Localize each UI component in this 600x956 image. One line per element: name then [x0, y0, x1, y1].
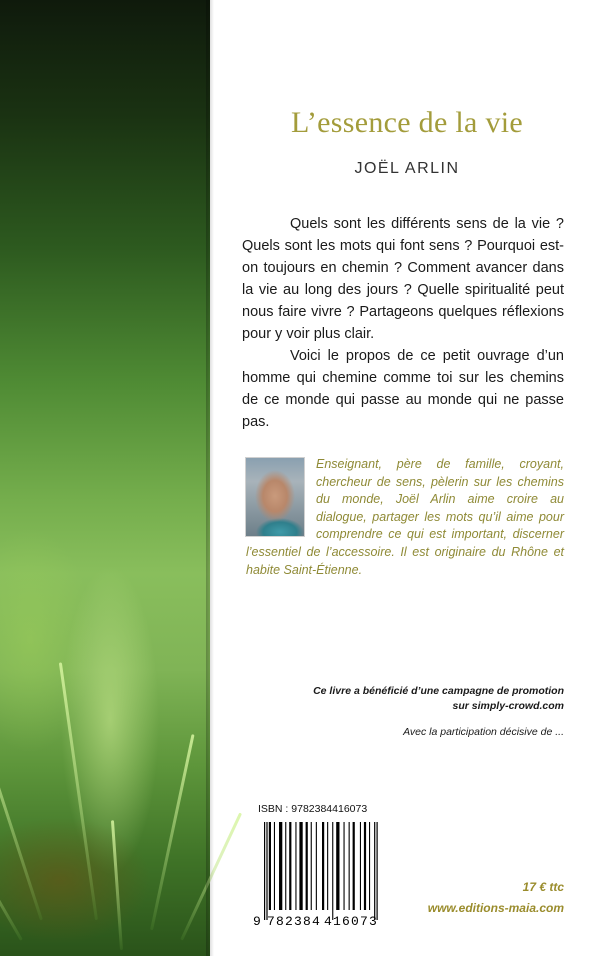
barcode-bar [344, 822, 345, 910]
book-title: L’essence de la vie [291, 106, 523, 139]
barcode-bar [374, 822, 375, 920]
participation-note: Avec la participation décisive de ... [403, 726, 564, 738]
author-name: JOËL ARLIN [354, 160, 460, 177]
barcode-bar [299, 822, 302, 910]
barcode-bar [295, 822, 296, 910]
price: 17 € ttc [522, 880, 564, 894]
barcode-digits-group-2: 416073 [324, 914, 379, 929]
barcode-bar [353, 822, 355, 910]
author-bio-section [246, 456, 564, 579]
barcode-bar [360, 822, 361, 910]
barcode-bar [377, 822, 378, 920]
isbn-barcode [250, 818, 390, 930]
barcode-bar [269, 822, 271, 910]
cover-grass-photo [0, 0, 210, 956]
author-photo [246, 458, 304, 536]
promo-note [270, 684, 564, 714]
barcode-bar [336, 822, 339, 910]
barcode-bar [316, 822, 317, 910]
barcode-bar [369, 822, 370, 910]
barcode-bar [327, 822, 328, 910]
publisher-website: www.editions-maia.com [427, 901, 564, 915]
barcode-bar [364, 822, 366, 910]
barcode-bar [349, 822, 350, 910]
isbn-label: ISBN : 9782384416073 [258, 803, 368, 815]
blurb-paragraph-2: Voici le propos de ce petit ouvrage d’un homme qui chemine comme toi sur les chemins de ce monde qui passe au monde qui ne passe pas. [242, 348, 564, 430]
barcode-bar [285, 822, 286, 910]
barcode-bar [279, 822, 282, 910]
spine-shadow [206, 0, 214, 956]
promo-line-1: Ce livre a bénéficié d’une campagne de promotion [313, 685, 564, 697]
barcode-bar [266, 822, 267, 920]
back-cover-blurb [242, 213, 564, 433]
barcode-bar [322, 822, 324, 910]
barcode-bar [306, 822, 308, 910]
barcode-bar [264, 822, 265, 920]
barcode-bar [311, 822, 312, 910]
blurb-paragraph-1: Quels sont les différents sens de la vie ? Quels sont les mots qui font sens ? Pourquoi est-on toujours en chemin ? Comment avancer dans la vie au long des jours ? Quelle spiritualité peut nous faire vivre ? Partageons quelques réflexions pour y voir plus clair. [242, 216, 564, 342]
promo-line-2: sur simply-crowd.com [452, 700, 564, 712]
barcode-digits-group-1: 782384 [267, 914, 322, 929]
barcode-bar [332, 822, 333, 920]
author-bio: Enseignant, père de famille, croyant, chercheur de sens, pèlerin sur les chemins du monde, Joël Arlin aime croire au dialogue, partager les mots qu’il aime pour comprendre ce qui est important, discerner l’essentiel de l’accessoire. Il est originaire du Rhône et habite Saint-Étienne. [246, 457, 564, 577]
barcode-bar [289, 822, 291, 910]
barcode-digit-first: 9 [253, 914, 261, 929]
barcode-bar [274, 822, 275, 910]
